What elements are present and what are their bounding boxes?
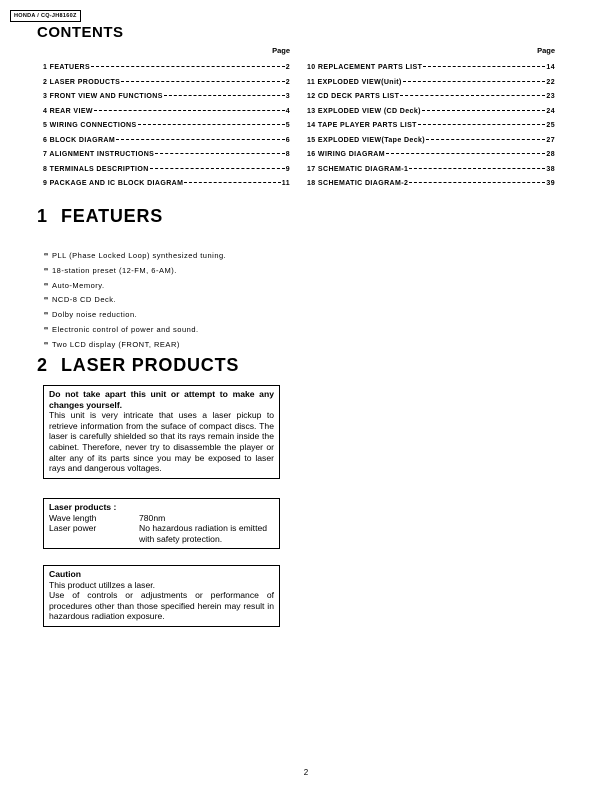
toc-entry-label: 7 ALIGNMENT INSTRUCTIONS xyxy=(43,151,155,158)
toc-entry-label: 8 TERMINALS DESCRIPTION xyxy=(43,165,149,173)
feature-item xyxy=(44,265,226,280)
toc-leader xyxy=(426,139,545,140)
toc-entry-label: 14 TAPE PLAYER PARTS LIST xyxy=(307,122,417,129)
toc-entry xyxy=(307,166,555,181)
specs-heading: Laser products : xyxy=(49,502,117,512)
bullet-icon: ∞ xyxy=(44,311,49,318)
caution-line: This product utillzes a laser. xyxy=(49,579,156,590)
section-number: 1 xyxy=(37,206,48,226)
features-heading xyxy=(37,206,163,227)
toc-entry-label: 11 EXPLODED VIEW(Unit) xyxy=(307,78,402,86)
toc-entry-page: 4 xyxy=(285,107,290,115)
bullet-icon: ∞ xyxy=(44,340,49,347)
caution-box xyxy=(43,565,280,627)
toc-entry-label: 10 REPLACEMENT PARTS LIST xyxy=(307,64,423,71)
toc-entry-page: 2 xyxy=(285,64,290,71)
toc-leader xyxy=(409,168,545,169)
toc-leader xyxy=(91,66,285,67)
features-list xyxy=(44,250,226,354)
feature-item xyxy=(44,339,226,354)
toc-entry-page: 27 xyxy=(546,136,555,144)
toc-entry xyxy=(43,108,290,123)
section-title: FEATUERS xyxy=(61,206,164,226)
toc-leader xyxy=(403,81,546,82)
toc-leader xyxy=(409,182,545,183)
toc-entry xyxy=(307,64,555,79)
toc-entry-page: 11 xyxy=(281,180,290,187)
toc-entry-page: 23 xyxy=(546,93,555,100)
wave-length-value: 780nm xyxy=(139,512,166,523)
toc-leader xyxy=(116,139,285,140)
laser-warning-box xyxy=(43,385,280,479)
bullet-icon: ∞ xyxy=(44,281,49,288)
toc-entry-page: 22 xyxy=(546,78,555,86)
bullet-icon: ∞ xyxy=(44,325,49,332)
toc-entry xyxy=(43,122,290,137)
feature-text: Auto-Memory. xyxy=(52,280,105,290)
toc-entry xyxy=(43,166,290,181)
caution-body: Use of controls or adjustments or performance of procedures other than those specified herein may result in hazardous radiation exposure. xyxy=(49,590,274,622)
contents-title: CONTENTS xyxy=(37,24,124,41)
toc-entry xyxy=(43,137,290,152)
section-number: 2 xyxy=(37,355,48,375)
laser-power-label: Laser power xyxy=(49,523,97,534)
toc-entry-label: 15 EXPLODED VIEW(Tape Deck) xyxy=(307,136,426,144)
feature-item xyxy=(44,309,226,324)
toc-entry-label: 4 REAR VIEW xyxy=(43,107,93,115)
bullet-icon: ∞ xyxy=(44,252,49,258)
toc-entry xyxy=(43,151,290,166)
toc-leader xyxy=(94,110,285,111)
toc-entry-page: 14 xyxy=(546,64,555,71)
feature-text: NCD-8 CD Deck. xyxy=(52,295,117,305)
toc-leader xyxy=(121,81,285,82)
toc-entry-label: 6 BLOCK DIAGRAM xyxy=(43,136,116,144)
toc-right-column xyxy=(307,46,555,195)
toc-entry-label: 13 EXPLODED VIEW (CD Deck) xyxy=(307,107,421,115)
toc-leader xyxy=(418,124,546,125)
toc-entry-label: 5 WIRING CONNECTIONS xyxy=(43,122,137,129)
toc-entry-page: 38 xyxy=(546,165,555,173)
feature-text: PLL (Phase Locked Loop) synthesized tuning. xyxy=(52,251,227,260)
page-number: 2 xyxy=(303,768,309,777)
toc-entry-page: 28 xyxy=(546,151,555,158)
bullet-icon: ∞ xyxy=(44,296,49,303)
toc-entry-page: 8 xyxy=(285,151,290,158)
toc-entry xyxy=(43,180,290,195)
toc-leader xyxy=(423,66,545,67)
caution-heading: Caution xyxy=(49,569,81,579)
toc-entry-page: 9 xyxy=(285,165,290,173)
feature-text: Dolby noise reduction. xyxy=(52,310,138,320)
feature-item xyxy=(44,294,226,309)
bullet-icon: ∞ xyxy=(44,266,49,273)
toc-entry-label: 18 SCHEMATIC DIAGRAM-2 xyxy=(307,180,409,187)
toc-entry xyxy=(307,93,555,108)
section-title: LASER PRODUCTS xyxy=(61,355,240,375)
toc-entry xyxy=(43,64,290,79)
warning-body: This unit is very intricate that uses a laser pickup to retrieve information from the suface of compact discs. The laser is carefully shielded so that its rays remain inside the cabinet. Therefore, never try to disassemble the player or alter any of its parts since you may be exposed to laser rays and dangerous voltages. xyxy=(49,410,274,474)
toc-leader xyxy=(184,182,280,183)
toc-leader xyxy=(150,168,285,169)
toc-entry-page: 3 xyxy=(285,93,290,100)
laser-power-row xyxy=(49,523,274,544)
toc-entry-page: 5 xyxy=(285,122,290,129)
toc-entry-label: 17 SCHEMATIC DIAGRAM-1 xyxy=(307,165,409,173)
toc-leader xyxy=(155,153,284,154)
toc-entry-page: 24 xyxy=(546,107,555,115)
feature-item xyxy=(44,280,226,295)
warning-heading: Do not take apart this unit or attempt to make any changes yourself. xyxy=(49,389,274,410)
toc-entry-label: 3 FRONT VIEW AND FUNCTIONS xyxy=(43,93,163,100)
toc-entry xyxy=(307,151,555,166)
feature-text: Two LCD display (FRONT, REAR) xyxy=(52,339,180,349)
feature-item xyxy=(44,250,226,265)
toc-page-header: Page xyxy=(272,46,290,55)
laser-power-value: No hazardous radiation is emitted with safety protection. xyxy=(139,523,268,544)
toc-entry-page: 39 xyxy=(546,180,555,187)
toc-entry-label: 16 WIRING DIAGRAM xyxy=(307,151,385,158)
feature-text: Electronic control of power and sound. xyxy=(52,324,199,334)
toc-leader xyxy=(400,95,545,96)
toc-entry xyxy=(43,79,290,94)
toc-entry-label: 2 LASER PRODUCTS xyxy=(43,78,121,86)
toc-entry xyxy=(307,180,555,195)
toc-leader xyxy=(422,110,546,111)
toc-entry xyxy=(307,108,555,123)
toc-leader xyxy=(138,124,285,125)
toc-entry xyxy=(307,79,555,94)
toc-entry-page: 6 xyxy=(285,136,290,144)
laser-specs-box xyxy=(43,498,280,549)
toc-left-column xyxy=(43,46,290,195)
toc-entry-page: 25 xyxy=(546,122,555,129)
toc-leader xyxy=(164,95,285,96)
toc-entry xyxy=(307,137,555,152)
laser-heading xyxy=(37,355,239,376)
toc-page-header: Page xyxy=(537,46,555,55)
toc-entry-label: 1 FEATUERS xyxy=(43,64,91,71)
toc-entry-label: 12 CD DECK PARTS LIST xyxy=(307,93,400,100)
toc-entry xyxy=(43,93,290,108)
feature-text: 18-station preset (12-FM, 6-AM). xyxy=(52,265,177,275)
wave-length-label: Wave length xyxy=(49,512,97,523)
toc-entry-page: 2 xyxy=(285,78,290,86)
model-tag: HONDA / CQ-JH8160Z xyxy=(10,10,81,22)
toc-entry-label: 9 PACKAGE AND IC BLOCK DIAGRAM xyxy=(43,180,184,187)
wave-length-row xyxy=(49,513,274,524)
toc-entry xyxy=(307,122,555,137)
feature-item xyxy=(44,324,226,339)
toc-leader xyxy=(386,153,545,154)
